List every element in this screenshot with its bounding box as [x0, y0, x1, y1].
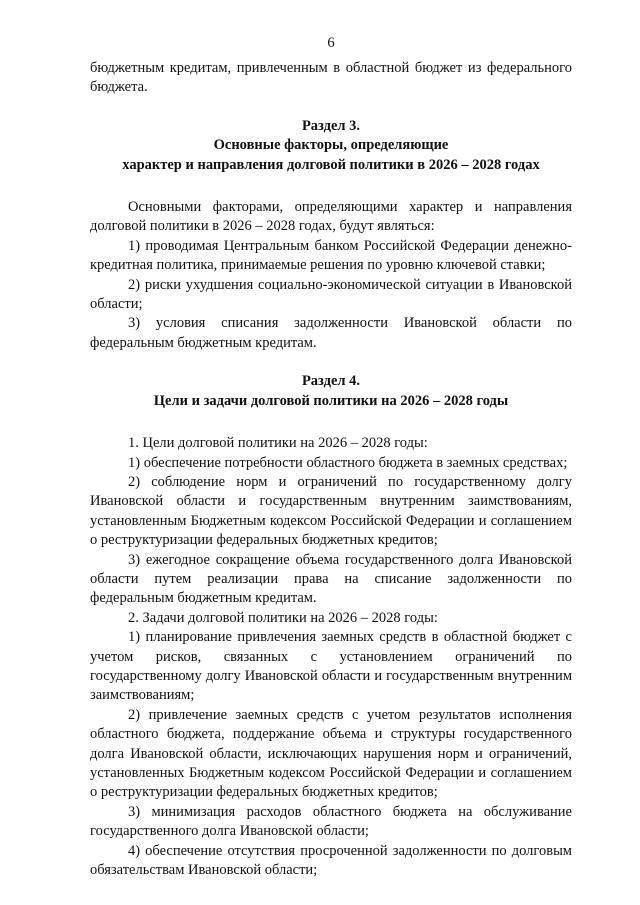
section3-title-line3: характер и направления долговой политики в 2026 – 2028 годах: [122, 156, 540, 173]
section3-paragraph: 2) риски ухудшения социально-экономической ситуации в Ивановской области;: [90, 276, 572, 313]
intro-continuation: бюджетным кредитам, привлеченным в областной бюджет из федерального бюджета.: [90, 60, 572, 96]
section4-paragraph: 3) минимизация расходов областного бюджета на обслуживание государственного долга Ивановской области;: [90, 803, 572, 840]
section4-heading: [90, 372, 572, 411]
section4-paragraph: 1) планирование привлечения заемных средств в областной бюджет с учетом рисков, связанных с установлением ограничений по государственному долгу Ивановской области и государственным внутренним заимствованиям;: [90, 629, 572, 704]
section4-paragraph: 1. Цели долговой политики на 2026 – 2028 годы:: [128, 435, 428, 452]
section4-paragraph: 2. Задачи долговой политики на 2026 – 2028 годы:: [128, 609, 438, 626]
section4-title-number: Раздел 4.: [301, 373, 361, 390]
section4-paragraph: 1) обеспечение потребности областного бюджета в заемных средствах;: [128, 454, 568, 471]
section3-paragraph: Основными факторами, определяющими характер и направления долговой политики в 2026 – 2028 годах, будут являться:: [90, 199, 572, 235]
section3-title-line2: Основные факторы, определяющие: [213, 137, 449, 154]
section4-paragraph: 2) привлечение заемных средств с учетом результатов исполнения областного бюджета, поддержание объема и структуры государственного долга Ивановской области, исключающих нарушения норм и ограничений, установленных Бюджетным кодексом Российской Федерации и соглашением о реструктуризации федеральных бюджетных кредитов;: [90, 706, 572, 801]
page-content: [90, 59, 572, 880]
page-number: 6: [327, 35, 335, 51]
section4-paragraph: 4) обеспечение отсутствия просроченной задолженности по долговым обязательствам Ивановской области;: [90, 842, 572, 879]
section3-paragraph: 1) проводимая Центральным банком Российской Федерации денежно-кредитная политика, принимаемые решения по уровню ключевой ставки;: [90, 237, 572, 274]
document-page: [90, 0, 572, 905]
section3-paragraph: 3) условия списания задолженности Ивановской области по федеральным бюджетным кредитам.: [90, 315, 572, 351]
section4-paragraph: 3) ежегодное сокращение объема государственного долга Ивановской области путем реализации права на списание задолженности по федеральным бюджетным кредитам.: [90, 551, 572, 607]
section4-title-line2: Цели и задачи долговой политики на 2026 – 2028 годы: [153, 392, 509, 409]
section4-paragraph: 2) соблюдение норм и ограничений по государственному долгу Ивановской области и государственным внутренним заимствованиям, установленным Бюджетным кодексом Российской Федерации и соглашением о реструктуризации федеральных бюджетных кредитов;: [90, 473, 572, 549]
section3-title-number: Раздел 3.: [301, 117, 361, 134]
section3-heading: [90, 117, 572, 175]
